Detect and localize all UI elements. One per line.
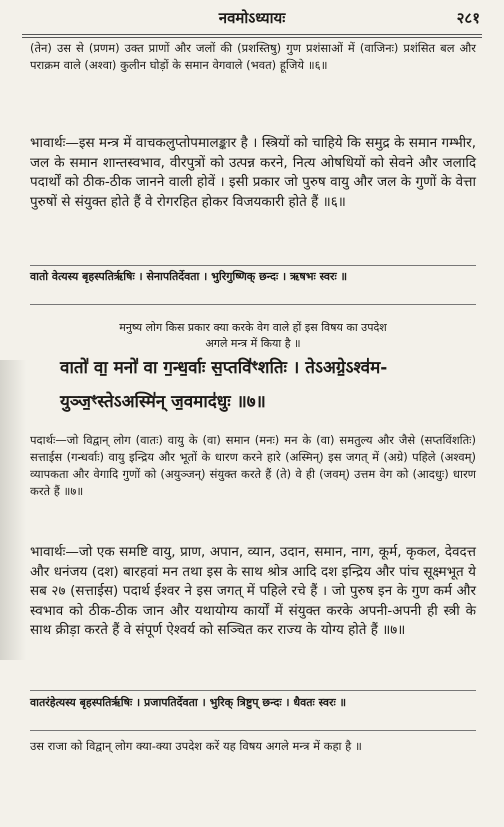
page-number: २८१ xyxy=(456,9,480,27)
page-shadow xyxy=(0,360,26,660)
verse-line-2: युञ्ज॒ꣳस्तेऽअस्मि॑न् ज॒वमाद॑धुः ॥७॥ xyxy=(60,392,266,412)
verse-line-1: वातो॑ वा॒ मनो॑ वा ग॒न्ध॒र्वाः स॒प्तवि॑ꣳशतिः । तेऽअग्रे॒ऽश्व॑म- xyxy=(60,358,388,378)
intro-line-2: अगले मन्त्र में किया है ॥ xyxy=(205,337,301,350)
divider xyxy=(30,304,476,305)
intro-line-3: उस राजा को विद्वान् लोग क्या-क्या उपदेश करें यह विषय अगले मन्त्र में कहा है ॥ xyxy=(30,739,362,753)
divider xyxy=(30,265,476,266)
chapter-title: नवमोऽध्यायः xyxy=(218,9,286,27)
padarth-end-paragraph: (तेन) उस से (प्रणम) उक्त प्राणों और जलों की (प्रशस्तिषु) गुण प्रशंसाओं में (वाजिनः) प्रशंसित बल और पराक्रम वाले (अश्वा) कुलीन घोड़ों के समान वेगवाले (भवत) हूजिये ॥६॥ xyxy=(30,41,476,72)
divider xyxy=(30,690,476,691)
padarth-paragraph-7: पदार्थः—जो विद्वान् लोग (वातः) वायु के (वा) समान (मनः) मन के (वा) समतुल्य और जैसे (सप्तविंशतिः) सत्ताईस (गन्धर्वाः) वायु इन्द्रिय और भूतों के धारण करने हारे (अस्मिन्) इस जगत् में (अग्रे) पहिले (अश्वम्) व्यापकता और वेगादि गुणों को (अयुञ्जन्) संयुक्त करते हैं (ते) वे ही (जवम्) उत्तम वेग को (आदधुः) धारण करते हैं ॥७॥ xyxy=(30,433,476,498)
mantra-meta-8: वातरंहेत्यस्य बृहस्पतिर्ऋषिः । प्रजापतिर्देवता । भुरिक् त्रिष्टुप् छन्दः । धैवतः स्वरः ॥ xyxy=(30,696,347,709)
header-rule xyxy=(22,34,482,38)
divider xyxy=(30,730,476,731)
mantra-meta-7: वातो वेत्यस्य बृहस्पतिर्ऋषिः । सेनापतिर्देवता । भुरिगुष्णिक् छन्दः । ऋषभः स्वरः ॥ xyxy=(30,270,348,283)
bhavarth-paragraph-7: भावार्थः—जो एक समष्टि वायु, प्राण, अपान, व्यान, उदान, समान, नाग, कूर्म, कृकल, देवदत्त और धनंजय (दश) बारहवां मन तथा इस के साथ श्रोत्र आदि दश इन्द्रिय और पांच सूक्ष्मभूत ये सब २७ (सत्ताईस) पदार्थ ईश्वर ने इस जगत् में पहिले रचे हैं । जो पुरुष इन के गुण कर्म और स्वभाव को ठीक-ठीक जान और यथायोग्य कार्यों में संयुक्त करके अपनी-अपनी ही स्त्री के साथ क्रीड़ा करते हैं वे संपूर्ण ऐश्वर्य को सञ्चित कर राज्य के योग्य होते हैं ॥७॥ xyxy=(30,544,476,638)
page-header xyxy=(0,6,504,30)
bhavarth-paragraph-6: भावार्थः—इस मन्त्र में वाचकलुप्तोपमालङ्कार है । स्त्रियों को चाहिये कि समुद्र के समान गम्भीर, जल के समान शान्तस्वभाव, वीरपुत्रों को उत्पन्न करने, नित्य ओषधियों को सेवने और जलादि पदार्थों को ठीक-ठीक जानने वाली होवें । इसी प्रकार जो पुरुष वायु और जल के गुणों के वेत्ता पुरुषों से संयुक्त होते हैं वे रोगरहित होकर विजयकारी होते हैं ॥६॥ xyxy=(30,135,476,210)
intro-line-1: मनुष्य लोग किस प्रकार क्या करके वेग वाले हों इस विषय का उपदेश xyxy=(119,321,387,334)
